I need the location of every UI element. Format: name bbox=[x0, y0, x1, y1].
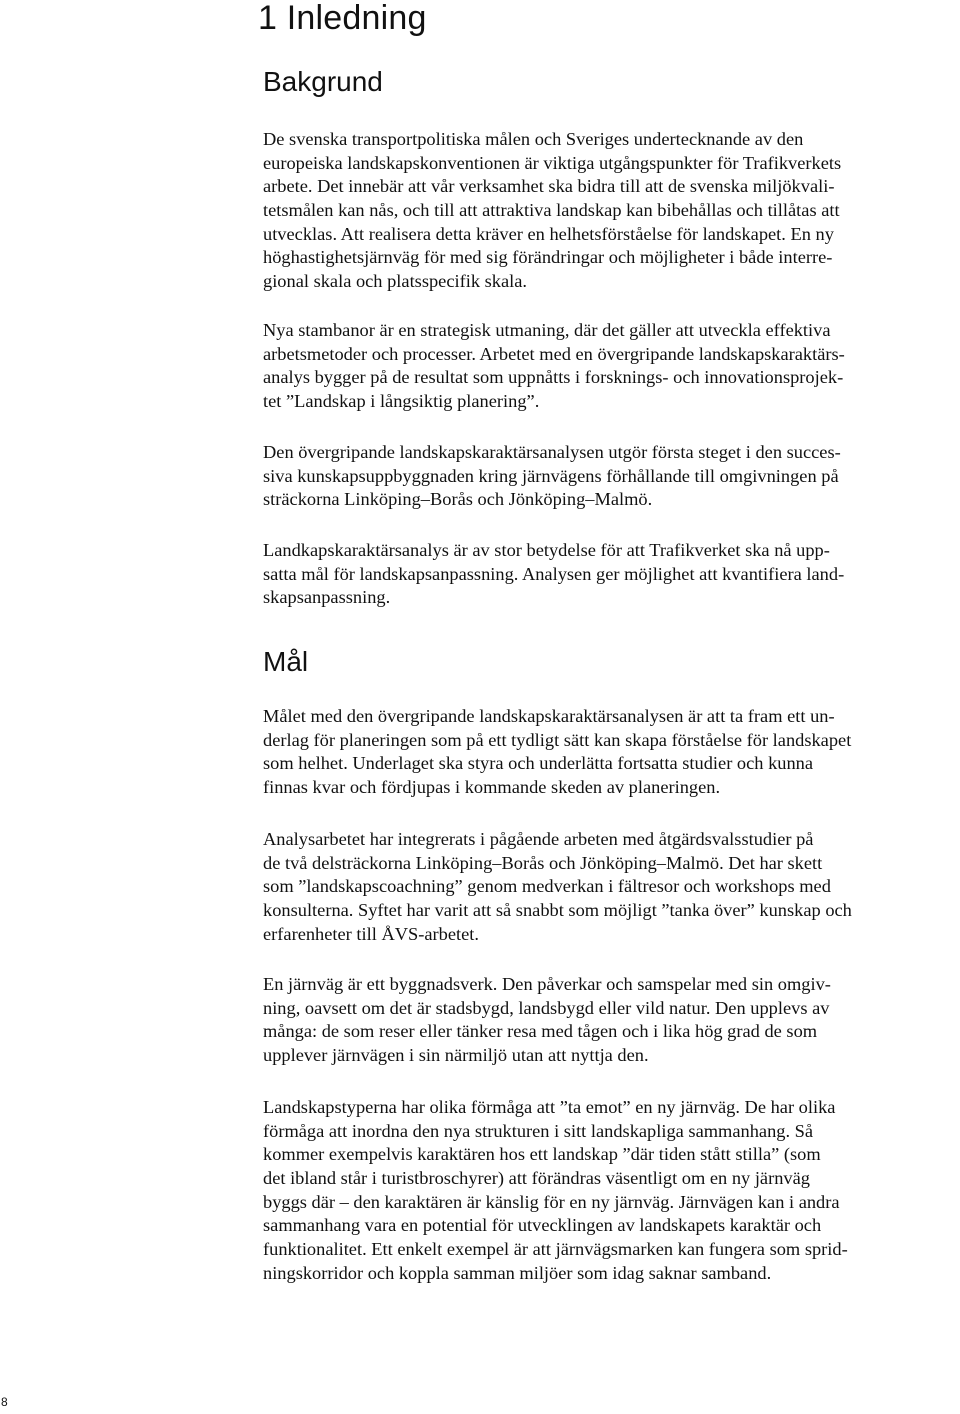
text-line: derlag för planeringen som på ett tydligt sätt kan skapa förståelse för landskapet bbox=[263, 729, 852, 750]
text-line: ningskorridor och koppla samman miljöer som idag saknar samband. bbox=[263, 1262, 772, 1283]
text-line: upplever järnvägen i sin närmiljö utan att nyttja den. bbox=[263, 1045, 649, 1066]
page-number: 8 bbox=[1, 1395, 8, 1409]
section-heading-bakgrund: Bakgrund bbox=[263, 66, 383, 97]
text-line: analys bygger på de resultat som uppnåtts i forsknings- och innovationsprojek- bbox=[263, 367, 844, 388]
paragraph bbox=[263, 705, 960, 800]
text-line: utvecklas. Att realisera detta kräver en helhetsförståelse för landskapet. En ny bbox=[263, 223, 834, 244]
text-line: som helhet. Underlaget ska styra och underlätta fortsatta studier och kunna bbox=[263, 753, 814, 774]
text-line: skapsanpassning. bbox=[263, 587, 391, 608]
text-line: erfarenheter till ÅVS-arbetet. bbox=[263, 923, 479, 944]
paragraph bbox=[263, 828, 960, 946]
text-line: Landkapskaraktärsanalys är av stor betydelse för att Trafikverket ska nå upp- bbox=[263, 540, 830, 560]
text-line: de två delsträckorna Linköping–Borås och Jönköping–Malmö. Det har skett bbox=[263, 852, 823, 873]
text-line: konsulterna. Syftet har varit att så snabbt som möjligt ”tanka över” kunskap och bbox=[263, 900, 852, 921]
text-line: De svenska transportpolitiska målen och Sveriges undertecknande av den bbox=[263, 129, 804, 149]
text-line: Målet med den övergripande landskapskaraktärsanalysen är att ta fram ett un- bbox=[263, 706, 835, 726]
text-line: funktionalitet. Ett enkelt exempel är att järnvägsmarken kan fungera som sprid- bbox=[263, 1239, 848, 1260]
paragraph bbox=[263, 539, 960, 610]
text-line: sträckorna Linköping–Borås och Jönköping–Malmö. bbox=[263, 489, 653, 510]
text-line: Landskapstyperna har olika förmåga att ”ta emot” en ny järnväg. De har olika bbox=[263, 1097, 836, 1117]
paragraph bbox=[263, 128, 960, 294]
text-line: byggs där – den karaktären är känslig för en ny järnväg. Järnvägen kan i andra bbox=[263, 1191, 840, 1212]
paragraph bbox=[263, 1096, 960, 1286]
text-line: Den övergripande landskapskaraktärsanalysen utgör första steget i den succes- bbox=[263, 442, 841, 462]
text-line: sammanhang vara en potential för utvecklingen av landskapets karaktär och bbox=[263, 1215, 822, 1236]
text-line: europeiska landskapskonventionen är viktiga utgångspunkter för Trafikverkets bbox=[263, 152, 842, 173]
text-line: tet ”Landskap i långsiktig planering”. bbox=[263, 391, 540, 412]
text-line: satta mål för landskapsanpassning. Analysen ger möjlighet att kvantifiera land- bbox=[263, 563, 845, 584]
text-line: arbete. Det innebär att vår verksamhet ska bidra till att de svenska miljökvali- bbox=[263, 176, 835, 197]
paragraph bbox=[263, 319, 960, 414]
text-line: arbetsmetoder och processer. Arbetet med en övergripande landskapskaraktärs- bbox=[263, 343, 845, 364]
paragraph bbox=[263, 441, 960, 512]
text-line: som ”landskapscoachning” genom medverkan i fältresor och workshops med bbox=[263, 876, 831, 897]
text-line: det ibland står i turistbroschyrer) att förändras väsentligt om en ny järnväg bbox=[263, 1168, 810, 1189]
section-heading-mal: Mål bbox=[263, 646, 309, 677]
text-line: tetsmålen kan nås, och till att attraktiva landskap kan bibehållas och tillåtas att bbox=[263, 200, 840, 221]
text-line: gional skala och platsspecifik skala. bbox=[263, 271, 528, 292]
text-line: Analysarbetet har integrerats i pågående arbeten med åtgärdsvalsstudier på bbox=[263, 829, 814, 849]
text-line: Nya stambanor är en strategisk utmaning, där det gäller att utveckla effektiva bbox=[263, 320, 831, 340]
text-line: siva kunskapsuppbyggnaden kring järnvägens förhållande till omgivningen på bbox=[263, 465, 839, 486]
text-line: ning, oavsett om det är stadsbygd, landsbygd eller vild natur. Den upplevs av bbox=[263, 997, 830, 1018]
text-line: finnas kvar och fördjupas i kommande skeden av planeringen. bbox=[263, 777, 721, 798]
text-line: många: de som reser eller tänker resa med tågen och i lika hög grad de som bbox=[263, 1021, 818, 1042]
text-line: kommer exempelvis karaktären hos ett landskap ”där tiden stått stilla” (som bbox=[263, 1144, 821, 1165]
paragraph bbox=[263, 973, 960, 1068]
text-line: förmåga att inordna den nya strukturen i sitt landskapliga sammanhang. Så bbox=[263, 1120, 814, 1141]
text-line: En järnväg är ett byggnadsverk. Den påverkar och samspelar med sin omgiv- bbox=[263, 974, 831, 994]
chapter-title: 1 Inledning bbox=[258, 0, 427, 37]
text-line: höghastighetsjärnväg för med sig förändringar och möjligheter i både interre- bbox=[263, 247, 833, 268]
